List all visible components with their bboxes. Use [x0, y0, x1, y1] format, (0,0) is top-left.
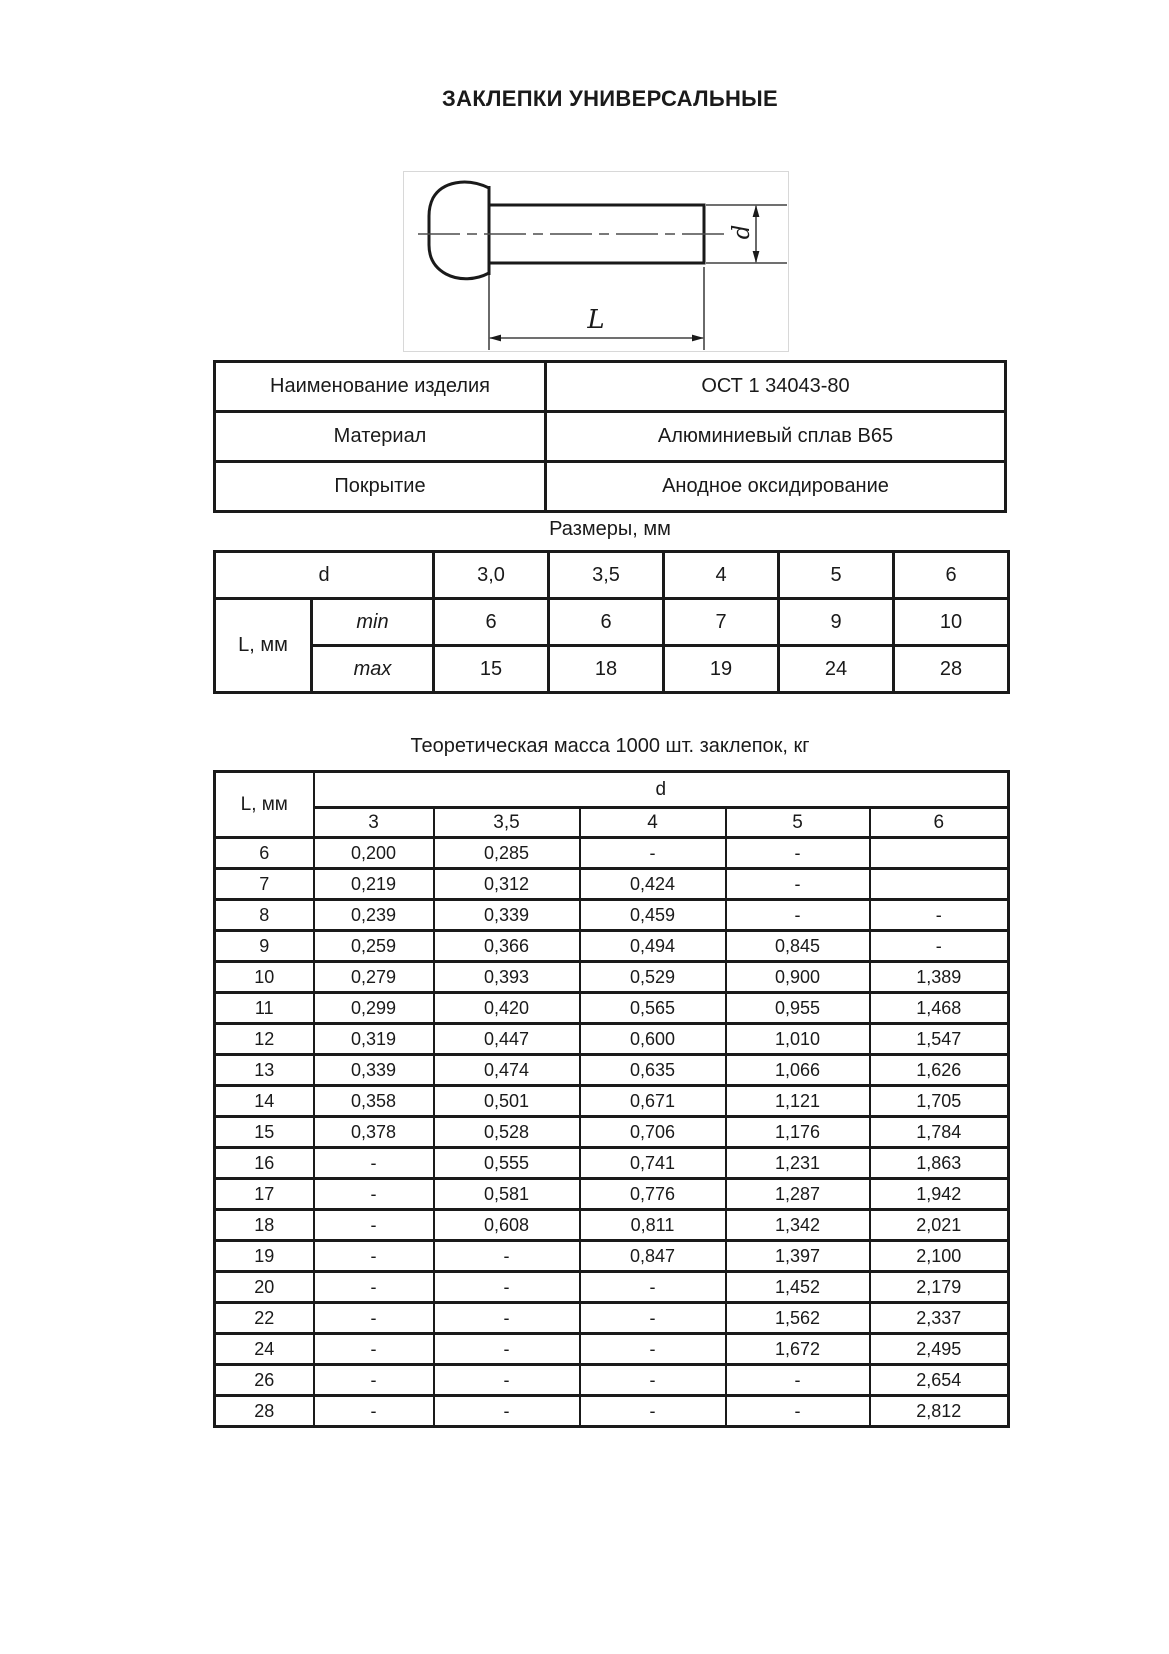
mass-cell: 1,010: [726, 1024, 870, 1055]
mass-d-column: 5: [726, 808, 870, 838]
mass-table-row: [215, 1055, 1009, 1086]
mass-cell: 0,474: [434, 1055, 580, 1086]
mass-cell: 0,378: [314, 1117, 434, 1148]
mass-row-length: 15: [215, 1117, 314, 1148]
mass-cell: 2,100: [870, 1241, 1009, 1272]
dimensions-caption: Размеры, мм: [549, 518, 671, 540]
mass-cell: -: [314, 1148, 434, 1179]
dim-max-label: max: [312, 646, 434, 693]
mass-cell: -: [314, 1210, 434, 1241]
mass-cell: [870, 869, 1009, 900]
mass-cell: 0,847: [580, 1241, 726, 1272]
mass-row-length: 18: [215, 1210, 314, 1241]
mass-d-column: 3,5: [434, 808, 580, 838]
mass-cell: 1,626: [870, 1055, 1009, 1086]
mass-cell: 0,424: [580, 869, 726, 900]
mass-d-header: d: [314, 772, 1009, 808]
mass-cell: -: [314, 1396, 434, 1427]
mass-cell: 0,339: [434, 900, 580, 931]
mass-cell: 0,501: [434, 1086, 580, 1117]
mass-cell: -: [314, 1272, 434, 1303]
mass-table-row: [215, 869, 1009, 900]
dim-header-row: [215, 552, 1009, 599]
mass-cell: 1,121: [726, 1086, 870, 1117]
mass-row-length: 16: [215, 1148, 314, 1179]
mass-cell: 1,452: [726, 1272, 870, 1303]
mass-cell: 0,239: [314, 900, 434, 931]
mass-d-column: 4: [580, 808, 726, 838]
mass-subheader-row: [215, 808, 1009, 838]
mass-cell: 0,671: [580, 1086, 726, 1117]
mass-row-length: 24: [215, 1334, 314, 1365]
mass-table-row: [215, 962, 1009, 993]
mass-cell: -: [870, 900, 1009, 931]
mass-cell: -: [870, 931, 1009, 962]
mass-table-row: [215, 1241, 1009, 1272]
mass-cell: -: [434, 1303, 580, 1334]
d-arrow-up: [753, 205, 760, 217]
mass-table-row: [215, 931, 1009, 962]
page-title: ЗАКЛЕПКИ УНИВЕРСАЛЬНЫЕ: [442, 86, 778, 111]
mass-table-row: [215, 1303, 1009, 1334]
dimensions-table: [213, 550, 1010, 694]
mass-cell: 0,366: [434, 931, 580, 962]
mass-cell: 0,312: [434, 869, 580, 900]
mass-cell: 0,447: [434, 1024, 580, 1055]
dim-L-header: L, мм: [215, 599, 312, 693]
mass-cell: -: [580, 1365, 726, 1396]
mass-L-header: L, мм: [215, 772, 314, 838]
mass-row-length: 14: [215, 1086, 314, 1117]
mass-cell: 0,459: [580, 900, 726, 931]
info-label: Материал: [215, 412, 546, 462]
mass-row-length: 19: [215, 1241, 314, 1272]
mass-cell: 2,654: [870, 1365, 1009, 1396]
mass-cell: -: [726, 869, 870, 900]
info-row: [215, 412, 1006, 462]
d-dimension-label: d: [729, 224, 755, 240]
mass-cell: 0,339: [314, 1055, 434, 1086]
mass-cell: -: [434, 1334, 580, 1365]
mass-table-row: [215, 993, 1009, 1024]
dim-max-value: 19: [664, 646, 779, 693]
mass-cell: 0,259: [314, 931, 434, 962]
dim-min-value: 9: [779, 599, 894, 646]
mass-cell: 1,342: [726, 1210, 870, 1241]
dim-min-value: 6: [434, 599, 549, 646]
mass-cell: 2,179: [870, 1272, 1009, 1303]
rivet-drawing-svg: [404, 172, 788, 351]
mass-cell: 0,706: [580, 1117, 726, 1148]
mass-row-length: 10: [215, 962, 314, 993]
dim-max-value: 24: [779, 646, 894, 693]
mass-cell: 1,468: [870, 993, 1009, 1024]
d-arrow-down: [753, 251, 760, 263]
mass-row-length: 26: [215, 1365, 314, 1396]
mass-cell: 1,784: [870, 1117, 1009, 1148]
mass-cell: -: [580, 1396, 726, 1427]
mass-cell: -: [314, 1365, 434, 1396]
mass-cell: 0,776: [580, 1179, 726, 1210]
mass-caption: Теоретическая масса 1000 шт. заклепок, кг: [410, 735, 810, 757]
rivet-head-outline: [429, 182, 489, 279]
mass-cell: -: [580, 1303, 726, 1334]
L-arrow-left: [489, 335, 501, 342]
mass-cell: -: [726, 838, 870, 869]
mass-cell: -: [314, 1241, 434, 1272]
product-info-table: [213, 360, 1007, 513]
info-label: Покрытие: [215, 462, 546, 512]
mass-table-row: [215, 1210, 1009, 1241]
mass-cell: -: [580, 838, 726, 869]
mass-cell: 0,635: [580, 1055, 726, 1086]
mass-row-length: 28: [215, 1396, 314, 1427]
mass-d-column: 6: [870, 808, 1009, 838]
mass-cell: -: [434, 1396, 580, 1427]
mass-table-row: [215, 1272, 1009, 1303]
mass-cell: -: [434, 1272, 580, 1303]
mass-cell: -: [314, 1334, 434, 1365]
mass-row-length: 6: [215, 838, 314, 869]
mass-cell: 1,562: [726, 1303, 870, 1334]
dim-max-value: 15: [434, 646, 549, 693]
mass-d-column: 3: [314, 808, 434, 838]
mass-cell: -: [726, 1365, 870, 1396]
mass-cell: 0,555: [434, 1148, 580, 1179]
mass-cell: 0,494: [580, 931, 726, 962]
mass-table-row: [215, 1148, 1009, 1179]
mass-cell: -: [726, 900, 870, 931]
mass-cell: -: [580, 1272, 726, 1303]
mass-row-length: 22: [215, 1303, 314, 1334]
mass-row-length: 13: [215, 1055, 314, 1086]
dim-d-header: d: [215, 552, 434, 599]
mass-cell: 1,066: [726, 1055, 870, 1086]
mass-cell: 2,495: [870, 1334, 1009, 1365]
mass-row-length: 8: [215, 900, 314, 931]
mass-table-row: [215, 838, 1009, 869]
mass-cell: 1,863: [870, 1148, 1009, 1179]
mass-table-row: [215, 1086, 1009, 1117]
info-value: ОСТ 1 34043-80: [546, 362, 1006, 412]
mass-cell: 0,955: [726, 993, 870, 1024]
mass-row-length: 7: [215, 869, 314, 900]
mass-table-row: [215, 900, 1009, 931]
mass-cell: -: [434, 1241, 580, 1272]
dim-max-value: 28: [894, 646, 1009, 693]
mass-cell: -: [314, 1179, 434, 1210]
mass-table-row: [215, 1117, 1009, 1148]
mass-cell: 1,672: [726, 1334, 870, 1365]
mass-cell: -: [580, 1334, 726, 1365]
mass-cell: 1,397: [726, 1241, 870, 1272]
mass-cell: 0,358: [314, 1086, 434, 1117]
mass-cell: 1,705: [870, 1086, 1009, 1117]
mass-cell: 0,528: [434, 1117, 580, 1148]
mass-row-length: 20: [215, 1272, 314, 1303]
info-value: Алюминиевый сплав В65: [546, 412, 1006, 462]
mass-cell: 0,219: [314, 869, 434, 900]
dim-max-value: 18: [549, 646, 664, 693]
mass-cell: 0,608: [434, 1210, 580, 1241]
mass-cell: 0,529: [580, 962, 726, 993]
mass-table: [213, 770, 1010, 1428]
rivet-drawing: [403, 171, 789, 352]
dim-d-value: 6: [894, 552, 1009, 599]
mass-row-length: 9: [215, 931, 314, 962]
mass-cell: 2,812: [870, 1396, 1009, 1427]
dim-max-row: [215, 646, 1009, 693]
mass-cell: 0,279: [314, 962, 434, 993]
mass-cell: 1,176: [726, 1117, 870, 1148]
mass-table-row: [215, 1396, 1009, 1427]
dim-d-value: 5: [779, 552, 894, 599]
mass-row-length: 11: [215, 993, 314, 1024]
mass-cell: 0,285: [434, 838, 580, 869]
dim-min-value: 7: [664, 599, 779, 646]
mass-cell: 1,389: [870, 962, 1009, 993]
mass-cell: 2,337: [870, 1303, 1009, 1334]
dim-min-value: 10: [894, 599, 1009, 646]
mass-cell: -: [434, 1365, 580, 1396]
mass-cell: 0,393: [434, 962, 580, 993]
mass-table-row: [215, 1334, 1009, 1365]
mass-cell: 1,231: [726, 1148, 870, 1179]
mass-cell: 0,565: [580, 993, 726, 1024]
dim-min-label: min: [312, 599, 434, 646]
mass-cell: 0,420: [434, 993, 580, 1024]
dim-min-row: [215, 599, 1009, 646]
mass-header-row: [215, 772, 1009, 808]
L-dimension-label: L: [587, 305, 605, 335]
dim-min-value: 6: [549, 599, 664, 646]
mass-cell: 0,811: [580, 1210, 726, 1241]
mass-cell: 0,319: [314, 1024, 434, 1055]
mass-cell: 2,021: [870, 1210, 1009, 1241]
page-content: [213, 0, 1007, 1654]
mass-table-body: [215, 838, 1009, 1427]
info-label: Наименование изделия: [215, 362, 546, 412]
mass-cell: 0,581: [434, 1179, 580, 1210]
L-arrow-right: [692, 335, 704, 342]
mass-table-row: [215, 1179, 1009, 1210]
mass-table-row: [215, 1365, 1009, 1396]
mass-cell: 0,741: [580, 1148, 726, 1179]
dim-d-value: 4: [664, 552, 779, 599]
mass-cell: 1,287: [726, 1179, 870, 1210]
mass-row-length: 17: [215, 1179, 314, 1210]
mass-row-length: 12: [215, 1024, 314, 1055]
mass-cell: 0,299: [314, 993, 434, 1024]
dim-d-value: 3,5: [549, 552, 664, 599]
mass-cell: 0,200: [314, 838, 434, 869]
mass-cell: [870, 838, 1009, 869]
info-row: [215, 362, 1006, 412]
mass-cell: 0,900: [726, 962, 870, 993]
mass-cell: -: [314, 1303, 434, 1334]
info-row: [215, 462, 1006, 512]
info-value: Анодное оксидирование: [546, 462, 1006, 512]
mass-cell: 0,845: [726, 931, 870, 962]
mass-cell: 1,547: [870, 1024, 1009, 1055]
mass-table-row: [215, 1024, 1009, 1055]
mass-cell: 1,942: [870, 1179, 1009, 1210]
dim-d-value: 3,0: [434, 552, 549, 599]
mass-cell: -: [726, 1396, 870, 1427]
mass-cell: 0,600: [580, 1024, 726, 1055]
